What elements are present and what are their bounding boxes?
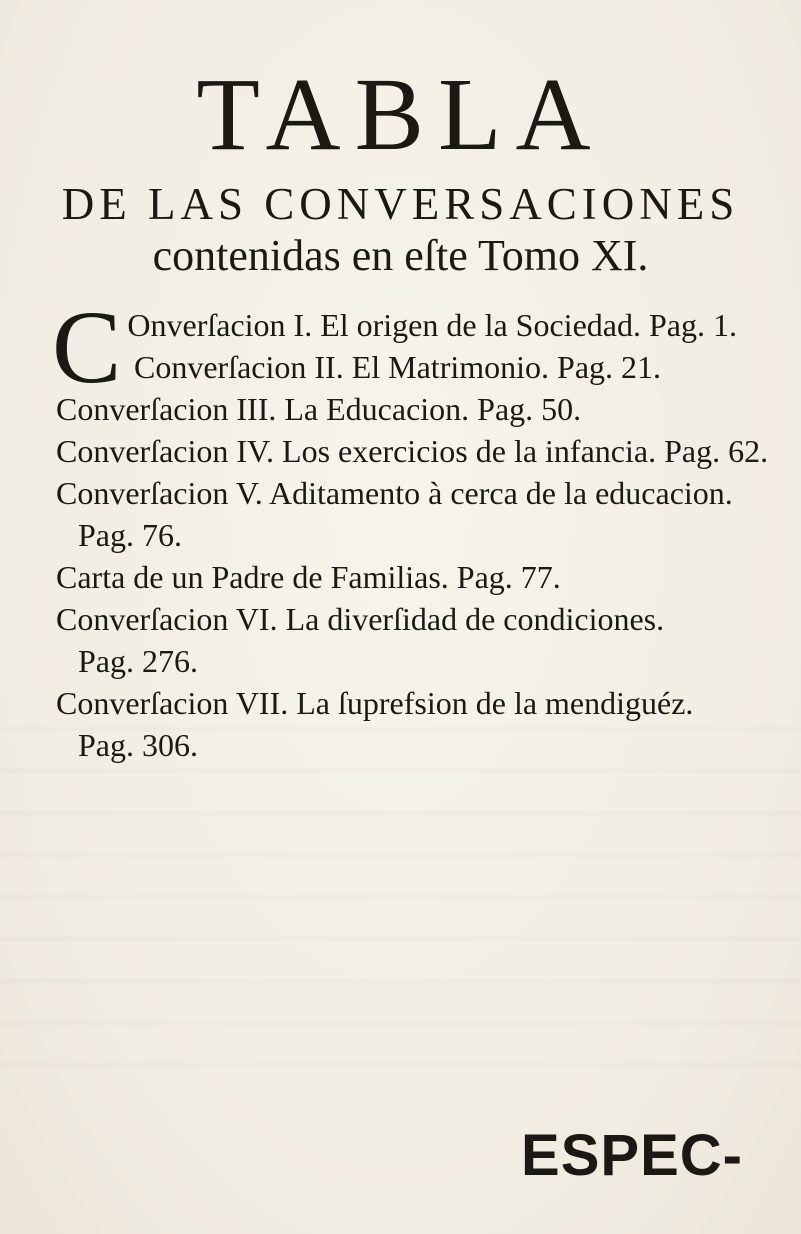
table-of-contents [52, 290, 776, 766]
toc-entry-title: Converſacion VII. La ſuprefsion de la mendiguéz. [56, 685, 694, 721]
catchword: ESPEC- [521, 1123, 743, 1188]
toc-entry-page: Pag. 21. [557, 349, 662, 385]
toc-entry-title: Converſacion VI. La diverſidad de condiciones. [56, 601, 665, 637]
toc-entry-title: Onverſacion I. El origen de la Sociedad. [127, 307, 641, 343]
toc-entry [56, 430, 776, 472]
drop-cap: C [52, 290, 122, 405]
toc-entry [56, 346, 776, 388]
toc-entry [56, 556, 776, 598]
toc-entry-title: Converſacion V. Aditamento à cerca de la educacion. [56, 475, 733, 511]
toc-entry [56, 388, 776, 430]
toc-entry-page: Pag. 1. [648, 307, 737, 343]
toc-entry-page: Pag. 50. [477, 391, 582, 427]
toc-entry-page: Pag. 62. [664, 433, 769, 469]
toc-entry [56, 598, 776, 682]
toc-entry [56, 682, 776, 766]
toc-entry-page: Pag. 276. [78, 643, 198, 679]
toc-entry-page: Pag. 77. [456, 559, 561, 595]
toc-entry-page: Pag. 76. [78, 517, 182, 553]
show-through-texture [0, 720, 801, 1100]
toc-entry-title: Carta de un Padre de Familias. [56, 559, 449, 595]
page-title: TABLA [196, 57, 605, 172]
page-subtitle: DE LAS CONVERSACIONES [61, 179, 740, 229]
toc-entry-page: Pag. 306. [78, 727, 198, 763]
page-subtitle-continued: contenidas en eſte Tomo XI. [152, 231, 649, 280]
toc-entry-title: Converſacion II. El Matrimonio. [134, 349, 550, 385]
toc-entry-title: Converſacion IV. Los exercicios de la infancia. [56, 433, 657, 469]
toc-entry [56, 472, 776, 556]
toc-entry-title: Converſacion III. La Educacion. [56, 391, 470, 427]
